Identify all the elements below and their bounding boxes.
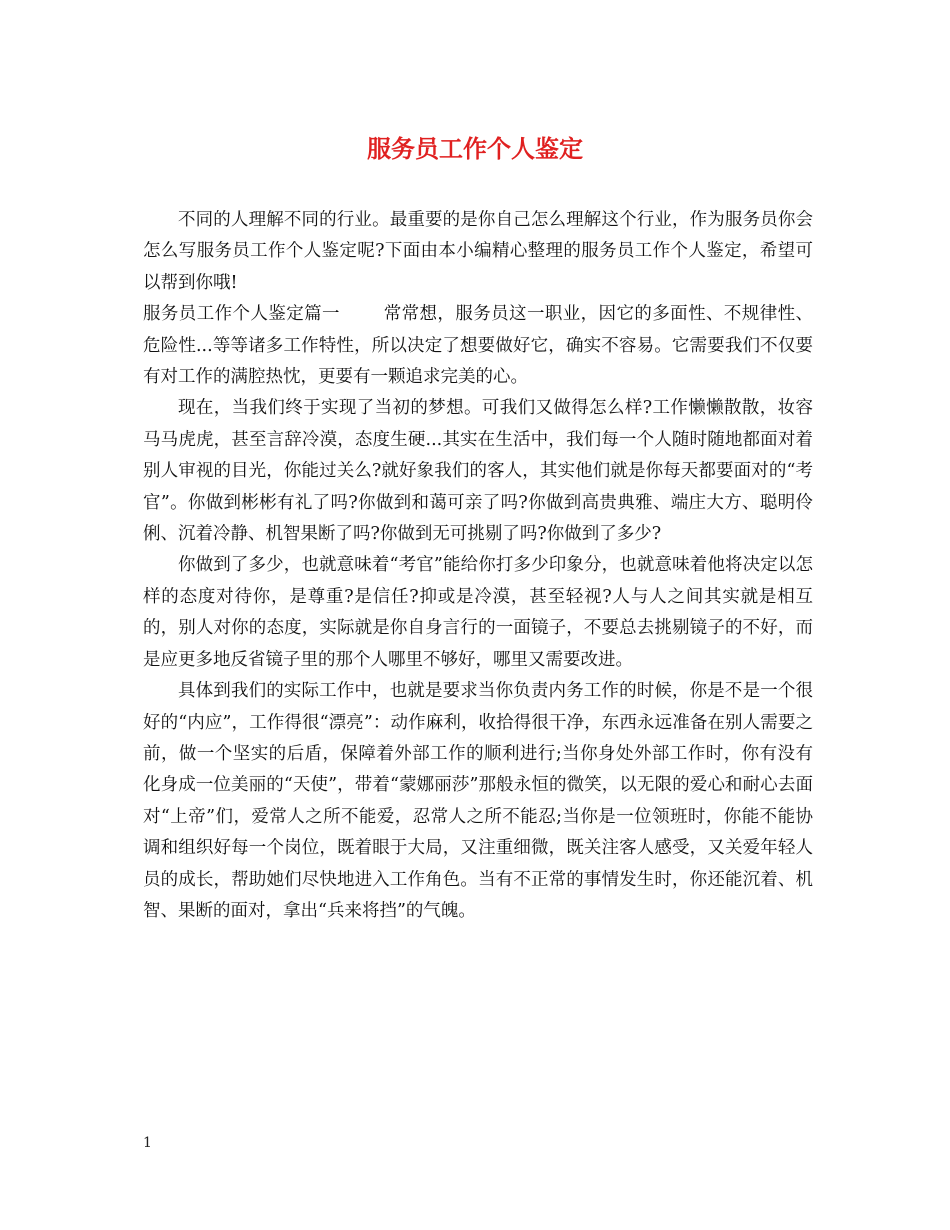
body-paragraph: 你做到了多少，也就意味着“考官”能给你打多少印象分，也就意味着他将决定以怎样的态度对待你，是尊重?是信任?抑或是冷漠，甚至轻视?人与人之间其实就是相互的，别人对你的态度，实际就是你自身言行的一面镜子，不要总去挑剔镜子的不好，而是应更多地反省镜子里的那个人哪里不够好，哪里又需要改进。 — [143, 555, 813, 670]
body-paragraph: 现在，当我们终于实现了当初的梦想。可我们又做得怎么样?工作懒懒散散，妆容马马虎虎，甚至言辞冷漠，态度生硬...其实在生活中，我们每一个人随时随地都面对着别人审视的目光，你能过关么?就好象我们的客人，其实他们就是你每天都要面对的“考官”。你做到彬彬有礼了吗?你做到和蔼可亲了吗?你做到高贵典雅、端庄大方、聪明伶俐、沉着冷静、机智果断了吗?你做到无可挑剔了吗?你做到了多少? — [143, 398, 813, 545]
page-number: 1 — [143, 1135, 152, 1151]
intro-paragraph: 不同的人理解不同的行业。最重要的是你自己怎么理解这个行业，作为服务员你会怎么写服务员工作个人鉴定呢?下面由本小编精心整理的服务员工作个人鉴定，希望可以帮到你哦! — [143, 210, 813, 293]
body-paragraph: 具体到我们的实际工作中，也就是要求当你负责内务工作的时候，你是不是一个很好的“内应”，工作得很“漂亮”：动作麻利，收拾得很干净，东西永远准备在别人需要之前，做一个坚实的后盾，保障着外部工作的顺利进行;当你身处外部工作时，你有没有化身成一位美丽的“天使”，带着“蒙娜丽莎”那般永恒的微笑，以无限的爱心和耐心去面对“上帝”们，爱常人之所不能爱，忍常人之所不能忍;当你是一位领班时，你能不能协调和组织好每一个岗位，既着眼于大局，又注重细微，既关注客人感受，又关爱年轻人员的成长，帮助她们尽快地进入工作角色。当有不正常的事情发生时，你还能沉着、机智、果断的面对，拿出“兵来将挡”的气魄。 — [143, 681, 813, 921]
document-title: 服务员工作个人鉴定 — [367, 134, 583, 163]
section-first-text: 常常想，服务员这一职业，因它的多面性、不规律性、危险性...等等诸多工作特性，所以决定了想要做好它，确实不容易。它需要我们不仅要有对工作的满腔热忱，更要有一颗追求完美的心。 — [143, 304, 814, 388]
section-title: 服务员工作个人鉴定篇一 — [143, 304, 340, 325]
document-body — [143, 205, 813, 927]
section-first-paragraph — [143, 299, 813, 393]
